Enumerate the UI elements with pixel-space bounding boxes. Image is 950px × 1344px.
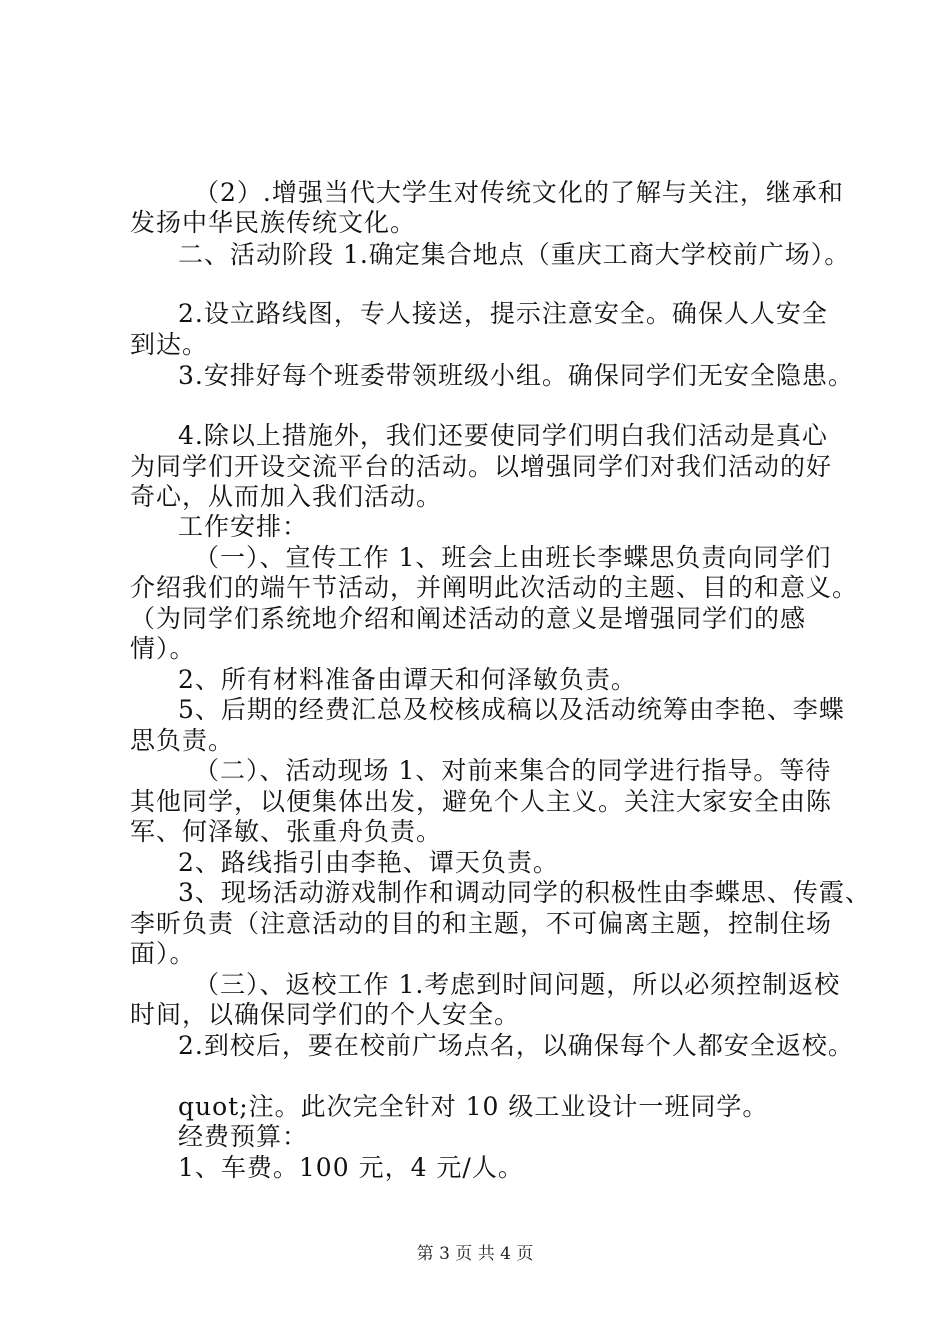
text-line-2: 发扬中华民族传统文化。 (130, 208, 417, 237)
text-line-22: 3、现场活动游戏制作和调动同学的积极性由李蝶思、传霞、 (178, 878, 871, 907)
text-line-23: 李昕负责（注意活动的目的和主题，不可偏离主题，控制住场 (130, 909, 833, 938)
text-line-9: 奇心，从而加入我们活动。 (130, 482, 443, 511)
text-line-19: 其他同学，以便集体出发，避免个人主义。关注大家安全由陈 (130, 787, 833, 816)
text-line-4: 2.设立路线图，专人接送，提示注意安全。确保人人安全 (178, 299, 828, 328)
text-line-25: （三）、返校工作 1.考虑到时间问题，所以必须控制返校 (194, 970, 841, 999)
text-line-14: 情）。 (130, 634, 196, 663)
text-line-20: 军、何泽敏、张重舟负责。 (130, 817, 443, 846)
text-line-28: quot;注。此次完全针对 10 级工业设计一班同学。 (178, 1092, 769, 1121)
text-line-6: 3.安排好每个班委带领班级小组。确保同学们无安全隐患。 (178, 361, 854, 390)
text-line-18: （二）、活动现场 1、对前来集合的同学进行指导。等待 (194, 756, 832, 785)
text-line-13: （为同学们系统地介绍和阐述活动的意义是增强同学们的感 (130, 604, 807, 633)
page-footer: 第 3 页 共 4 页 (416, 1244, 534, 1264)
text-line-8: 为同学们开设交流平台的活动。以增强同学们对我们活动的好 (130, 452, 833, 481)
text-line-16: 5、后期的经费汇总及校核成稿以及活动统筹由李艳、李蝶 (178, 695, 845, 724)
text-line-3: 二、活动阶段 1.确定集合地点（重庆工商大学校前广场）。 (178, 240, 851, 269)
text-line-7: 4.除以上措施外，我们还要使同学们明白我们活动是真心 (178, 421, 828, 450)
text-line-24: 面）。 (130, 939, 196, 968)
text-line-29: 经费预算： (178, 1122, 309, 1151)
text-line-21: 2、路线指引由李艳、谭天负责。 (178, 848, 559, 877)
text-line-27: 2.到校后，要在校前广场点名，以确保每个人都安全返校。 (178, 1031, 854, 1060)
text-line-15: 2、所有材料准备由谭天和何泽敏负责。 (178, 665, 637, 694)
text-line-17: 思负责。 (130, 726, 235, 755)
text-line-5: 到达。 (130, 330, 209, 359)
text-line-11: （一）、宣传工作 1、班会上由班长李蝶思负责向同学们 (194, 543, 832, 572)
text-line-26: 时间，以确保同学们的个人安全。 (130, 1000, 521, 1029)
text-line-1: （2）.增强当代大学生对传统文化的了解与关注，继承和 (194, 178, 844, 207)
text-line-30: 1、车费。100 元，4 元/人。 (178, 1153, 524, 1182)
text-line-10: 工作安排： (178, 512, 309, 541)
text-line-12: 介绍我们的端午节活动，并阐明此次活动的主题、目的和意义。 (130, 573, 859, 602)
